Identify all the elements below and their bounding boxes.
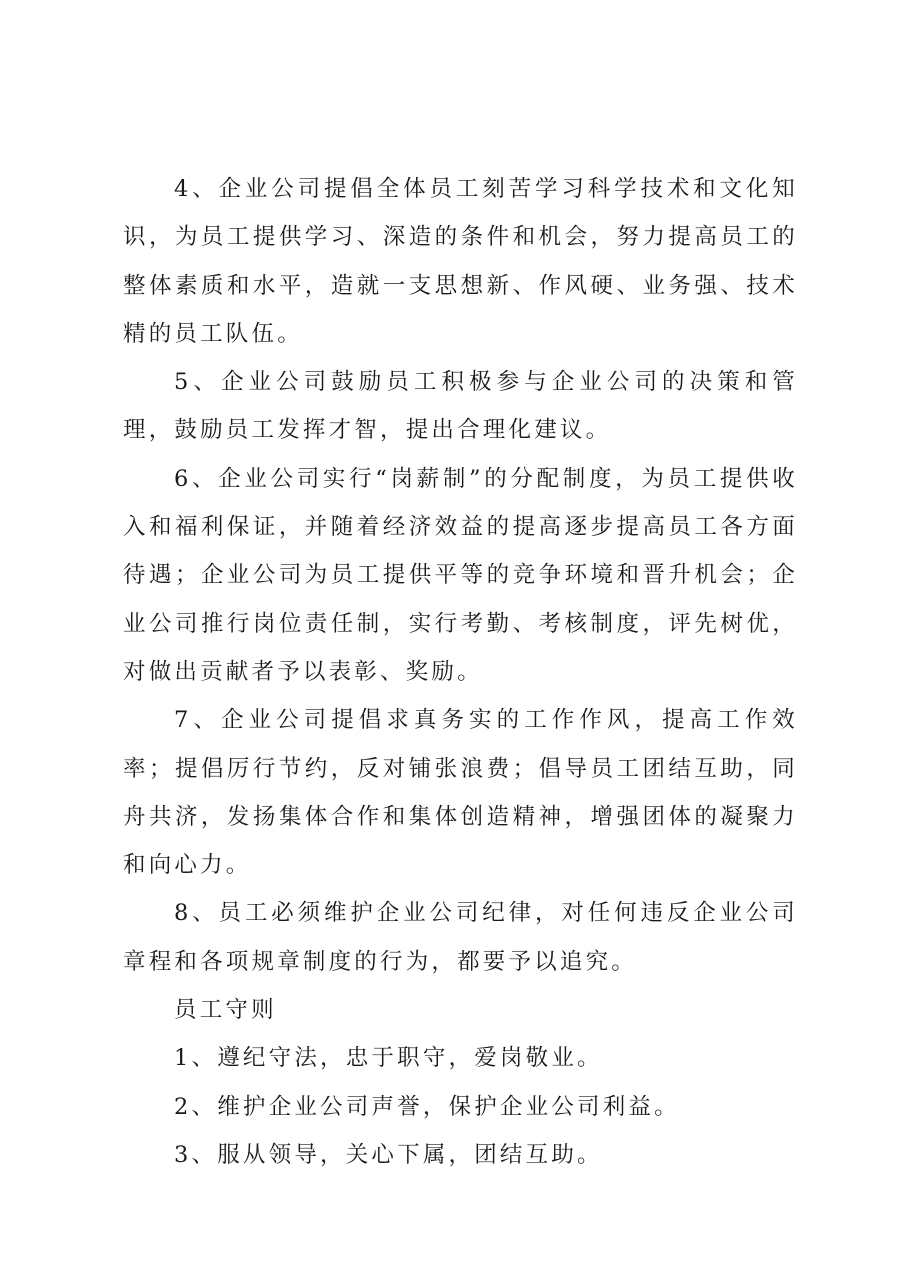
paragraph-item-5: 5、企业公司鼓励员工积极参与企业公司的决策和管理，鼓励员工发挥才智，提出合理化建议。 <box>123 369 798 444</box>
paragraph-item-6: 6、企业公司实行“岗薪制”的分配制度，为员工提供收入和福利保证，并随着经济效益的提高逐步提高员工各方面待遇；企业公司为员工提供平等的竞争环境和晋升机会；企业公司推行岗位责任制，实行考勤、考核制度，评先树优，对做出贡献者予以表彰、奖励。 <box>123 465 798 685</box>
paragraph-item-7: 7、企业公司提倡求真务实的工作作风，提高工作效率；提倡厉行节约，反对铺张浪费；倡导员工团结互助，同舟共济，发扬集体合作和集体创造精神，增强团体的凝聚力和向心力。 <box>123 707 798 879</box>
paragraph-item-4: 4、企业公司提倡全体员工刻苦学习科学技术和文化知识，为员工提供学习、深造的条件和机会，努力提高员工的整体素质和水平，造就一支思想新、作风硬、业务强、技术精的员工队伍。 <box>123 176 798 347</box>
rule-item-2: 2、维护企业公司声誉，保护企业公司利益。 <box>174 1093 680 1120</box>
rule-item-3: 3、服从领导，关心下属，团结互助。 <box>174 1141 603 1168</box>
rule-item-1: 1、遵纪守法，忠于职守，爱岗敬业。 <box>174 1045 603 1072</box>
section-heading-employee-rules: 员工守则 <box>174 997 277 1024</box>
document-body <box>123 165 798 1179</box>
paragraph-item-8: 8、员工必须维护企业公司纪律，对任何违反企业公司章程和各项规章制度的行为，都要予以追究。 <box>123 900 798 975</box>
